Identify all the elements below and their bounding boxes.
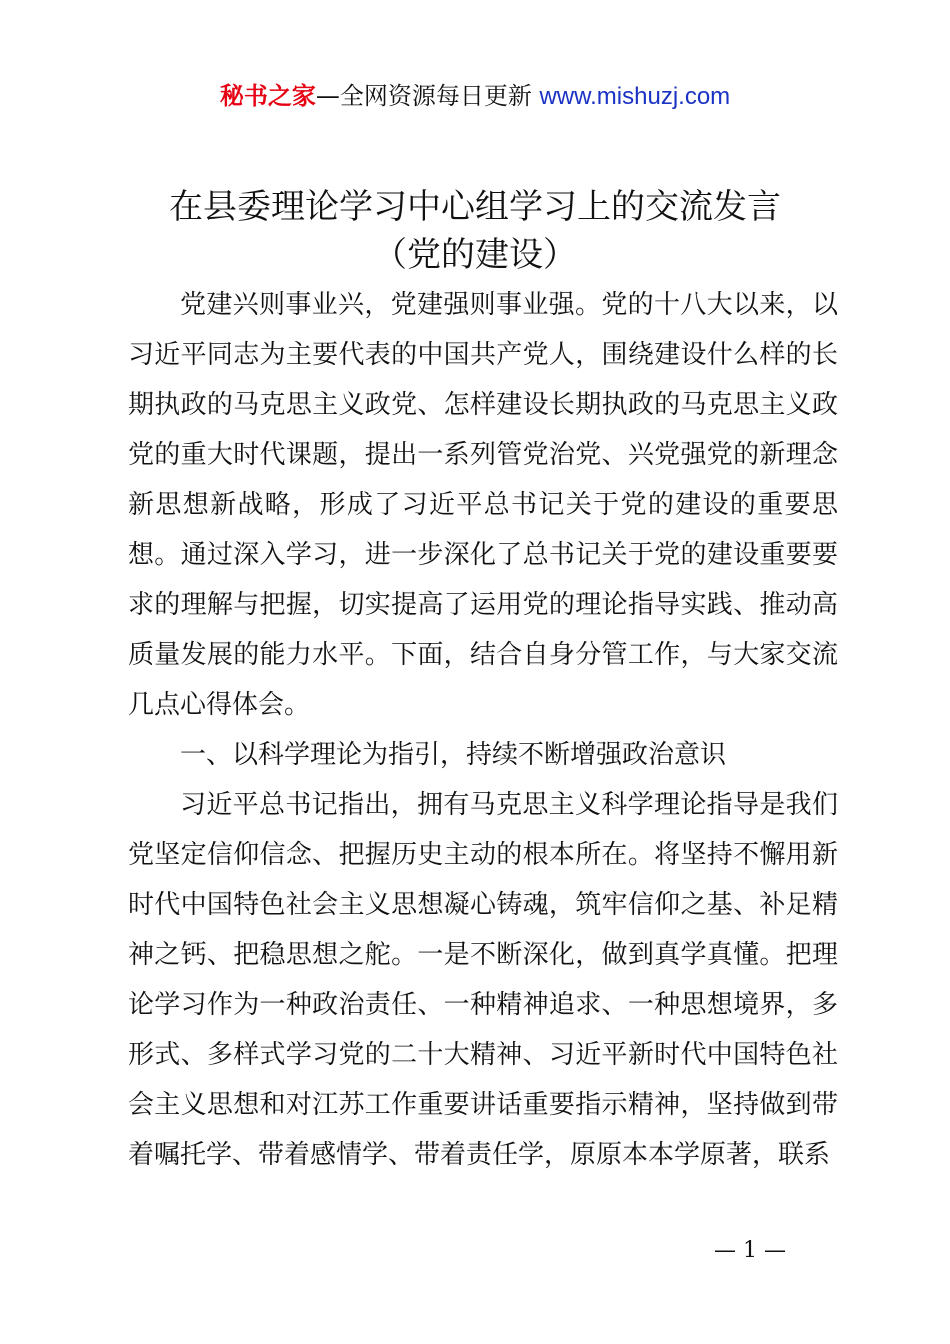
- body-paragraph: 习近平总书记指出，拥有马克思主义科学理论指导是我们党坚定信仰信念、把握历史主动的根本所在。将坚持不懈用新时代中国特色社会主义思想凝心铸魂，筑牢信仰之基、补足精神之钙、把稳思想之舵。一是不断深化，做到真学真懂。把理论学习作为一种政治责任、一种精神追求、一种思想境界，多形式、多样式学习党的二十大精神、习近平新时代中国特色社会主义思想和对江苏工作重要讲话重要指示精神，坚持做到带着嘱托学、带着感情学、带着责任学，原原本本学原著，联系: [128, 790, 838, 1170]
- site-header: [0, 80, 950, 113]
- document-body: [128, 280, 838, 1180]
- site-tagline: —全网资源每日更新: [315, 82, 532, 110]
- site-brand: 秘书之家: [219, 82, 316, 110]
- body-paragraph: 党建兴则事业兴，党建强则事业强。党的十八大以来，以习近平同志为主要代表的中国共产党人，围绕建设什么样的长期执政的马克思主义政党、怎样建设长期执政的马克思主义政党的重大时代课题，提出一系列管党治党、兴党强党的新理念新思想新战略，形成了习近平总书记关于党的建设的重要思想。通过深入学习，进一步深化了总书记关于党的建设重要要求的理解与把握，切实提高了运用党的理论指导实践、推动高质量发展的能力水平。下面，结合自身分管工作，与大家交流几点心得体会。: [128, 290, 838, 720]
- page-number: — 1 —: [714, 1238, 786, 1263]
- site-url-link[interactable]: www.mishuzj.com: [539, 83, 731, 110]
- document-title: 在县委理论学习中心组学习上的交流发言: [169, 187, 781, 227]
- section-heading: 一、以科学理论为指引，持续不断增强政治意识: [180, 740, 727, 770]
- document-subtitle: （党的建设）: [373, 235, 577, 275]
